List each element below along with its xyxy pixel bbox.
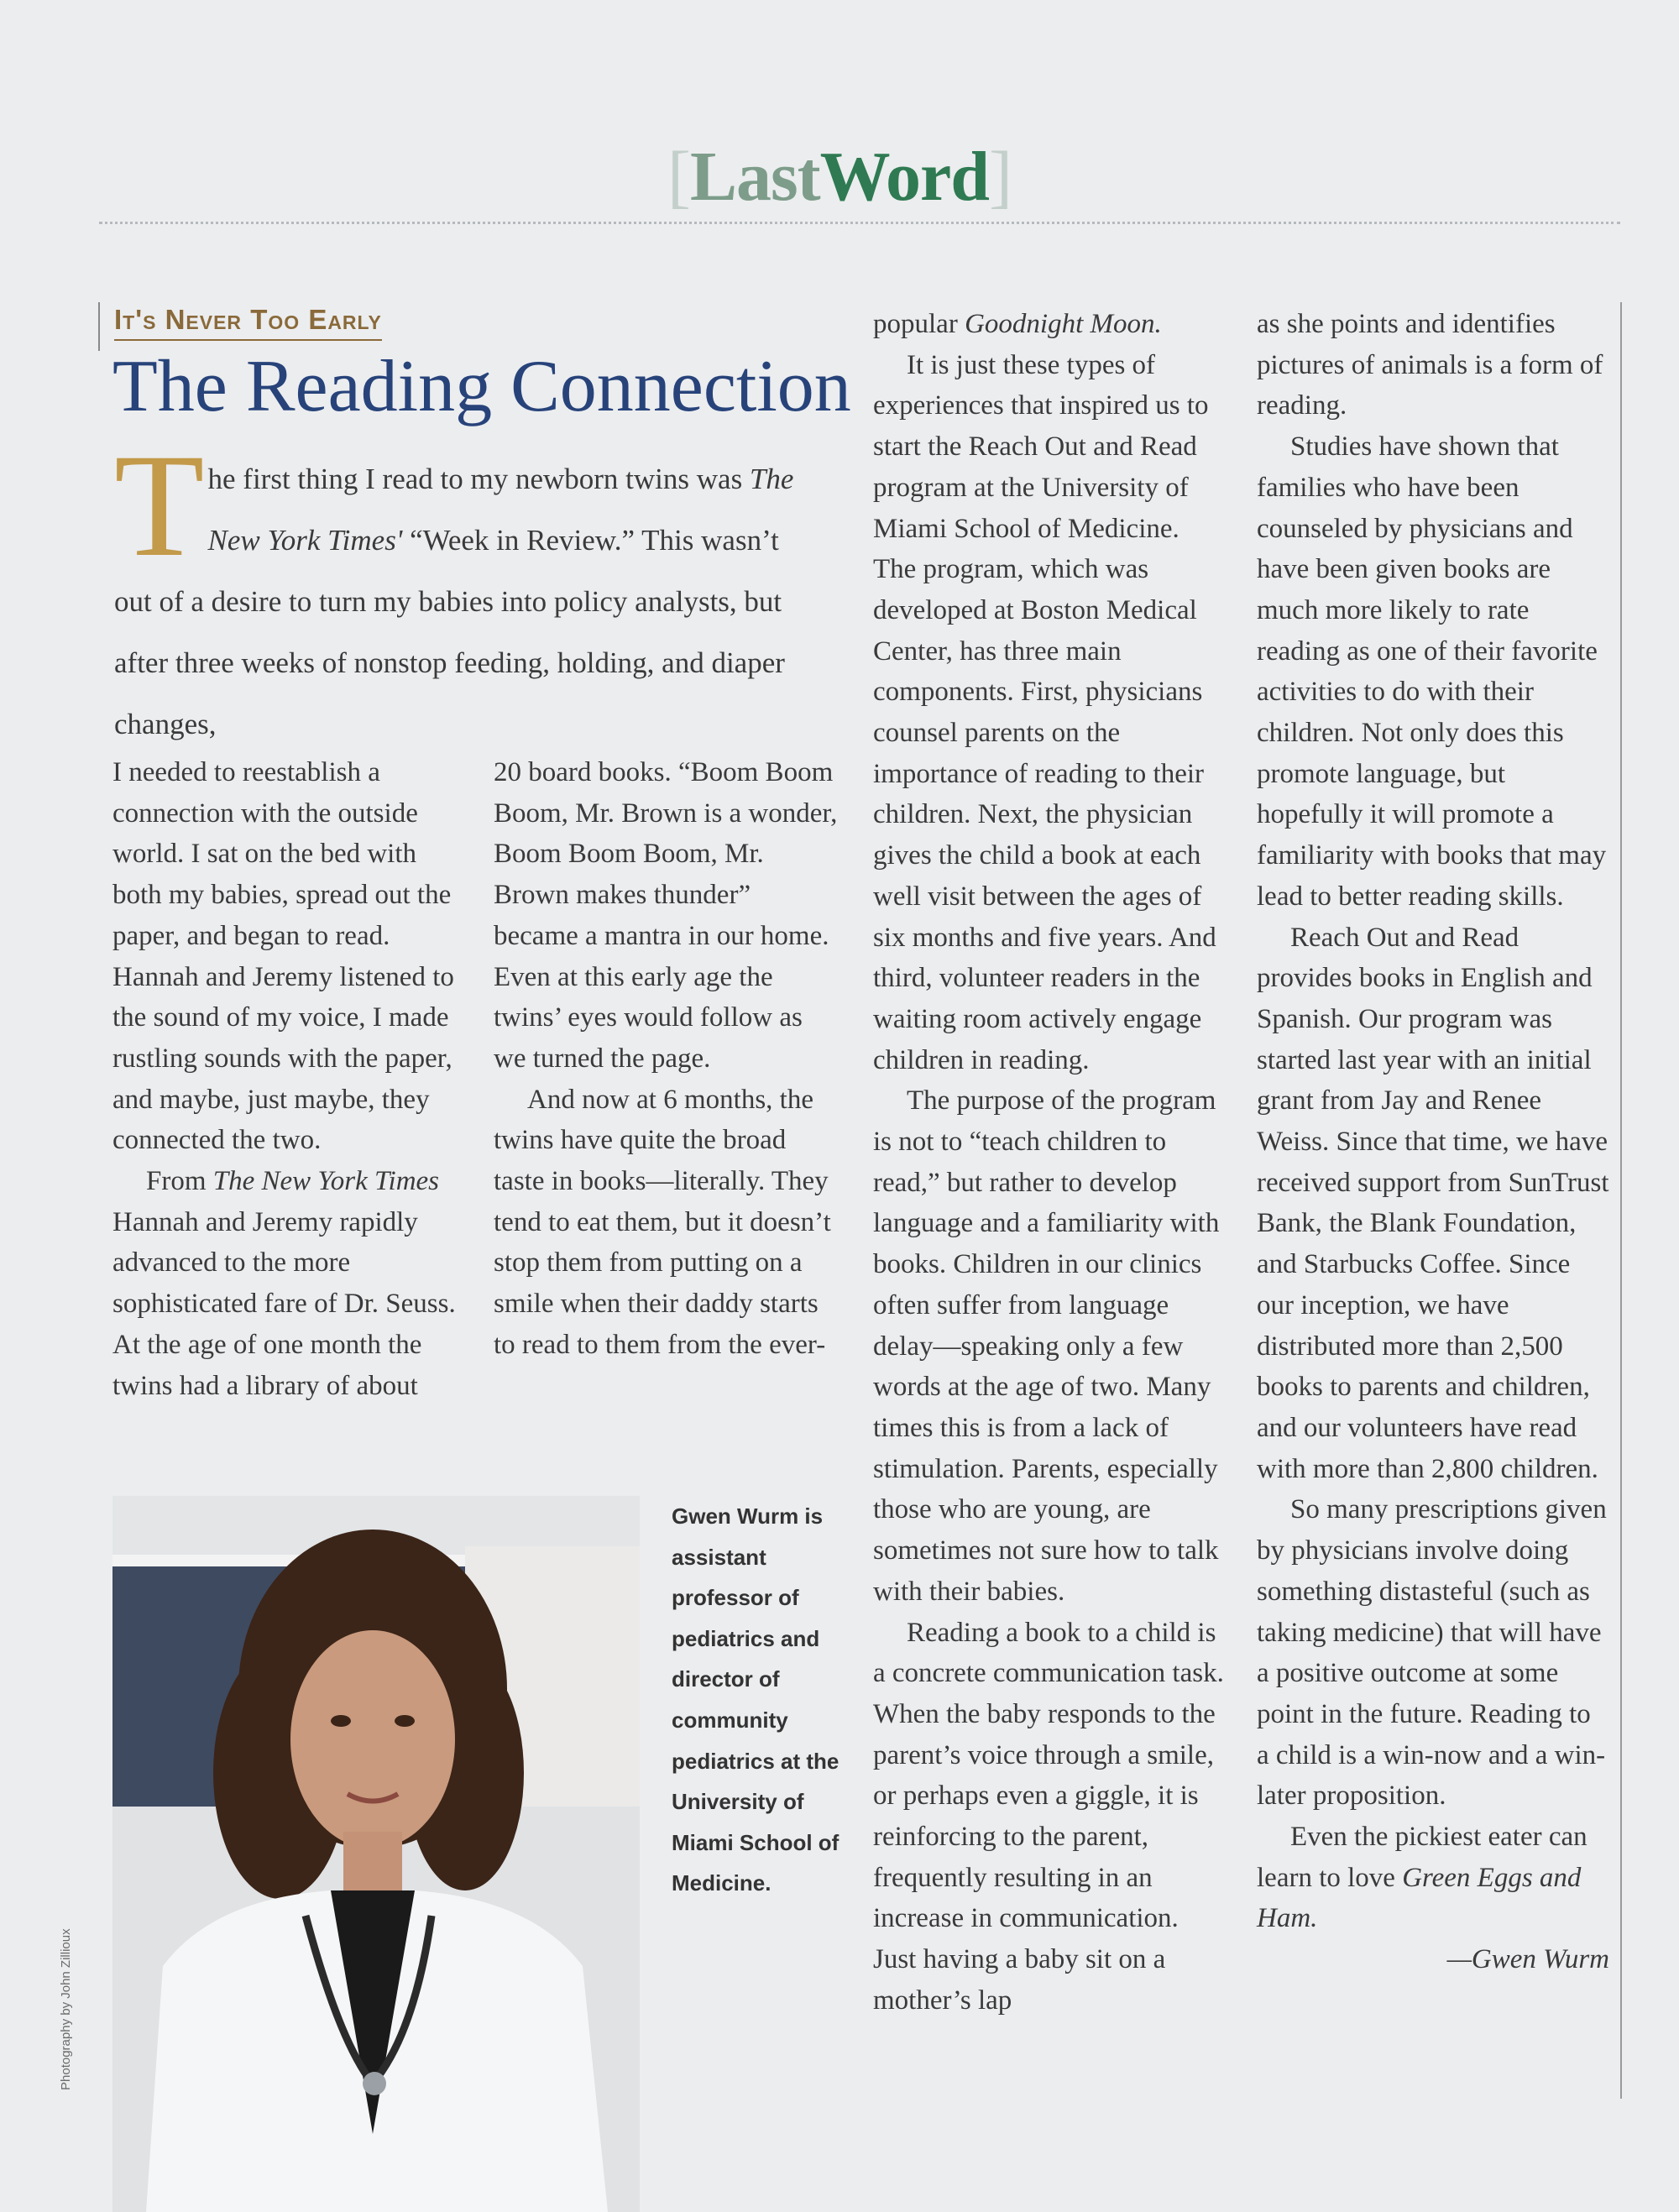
col1-paragraph-1: I needed to reestablish a connection with the outside world. I sat on the bed with both my babies, spread out the paper, and began to read. Hannah and Jeremy listened to the sound of my voice, I made rustling sounds with the paper, and maybe, just maybe, they connected the two. [112,757,454,1156]
author-portrait-illustration [112,1496,640,2212]
photo-credit: Photography by John Zillioux [59,1928,73,2090]
col4-paragraph-5 [1257,1817,1609,1939]
column-2 [494,752,838,1366]
header-divider [99,222,1620,224]
col4-paragraph-4: So many prescriptions given by physicians involve doing something distasteful (such as taking medicine) that will have a positive outcome at some point in the future. Reading to a child is a win-now and a win-later proposition. [1257,1494,1607,1812]
lead-italic: The New York Times' [207,463,794,557]
lead-text-1: he first thing I read to my newborn twins was [207,463,750,495]
col1-p2-pre: From [146,1166,213,1197]
lead-paragraph [114,424,807,755]
col1-p2-post: Hannah and Jeremy rapidly advanced to the more sophisticated fare of Dr. Seuss. At the age of one month the twins had a library of about [112,1206,456,1401]
column-3 [873,304,1226,2021]
col3-paragraph-4: Reading a book to a child is a concrete communication task. When the baby responds to the parent’s voice through a smile, or perhaps even a giggle, it is reinforcing to the parent, frequently resulting in an increase in communication. Just having a baby sit on a mother’s lap [873,1617,1224,2016]
photo-caption: Gwen Wurm is assistant professor of pediatrics and director of community pediatrics at the University of Miami School of Medicine. [672,1503,840,1896]
col1-paragraph-2 [112,1161,465,1406]
col2-paragraph-1: 20 board books. “Boom Boom Boom, Mr. Brown is a wonder, Boom Boom Boom, Mr. Brown makes thunder” became a mantra in our home. Even at this early age the twins’ eyes would follow as we turned the page. [494,757,838,1074]
lead-text-2: “Week in Review.” This wasn’t out of a desire to turn my babies into policy analysts, but after three weeks of nonstop feeding, holding, and diaper changes, [114,524,785,740]
column-rule-right [1620,302,1622,2099]
col4-paragraph-3: Reach Out and Read provides books in English and Spanish. Our program was started last year with an initial grant from Jay and Renee Weiss. Since that time, we have received support from SunTrust Bank, the Blank Foundation, and Starbucks Coffee. Since our inception, we have distributed more than 2,500 books to parents and children, and our volunteers have read with more than 2,800 children. [1257,922,1609,1484]
section-header-last-word [0,136,1679,217]
kicker-rule [98,302,100,351]
author-photo [112,1496,640,2212]
col4-p5-italic: Green Eggs and Ham. [1257,1862,1582,1934]
header-word: Word [819,138,990,216]
col2-paragraph-2: And now at 6 months, the twins have quite the broad taste in books—literally. They tend to eat them, but it doesn’t stop them from putting on a smile when their daddy starts to read to them from the ever- [494,1084,831,1360]
bracket-open: [ [667,138,690,216]
header-last: Last [689,138,820,216]
drop-cap: T [114,424,205,588]
author-signature: —Gwen Wurm [1446,1944,1609,1975]
column-1 [112,752,465,1406]
col3-paragraph-3: The purpose of the program is not to “teach children to read,” but rather to develop language and a familiarity with books. Children in our clinics often suffer from language delay—speaking only a few words at the age of two. Many times this is from a lack of stimulation. Parents, especially those who are young, are sometimes not sure how to talk with their babies. [873,1085,1220,1607]
col3-p1-italic: Goodnight Moon. [965,309,1162,339]
article-kicker: It's Never Too Early [114,304,382,341]
col4-p5-pre: Even the pickiest eater can learn to love [1257,1822,1587,1893]
article-title: The Reading Connection [112,346,851,427]
col3-paragraph-2: It is just these types of experiences that inspired us to start the Reach Out and Read program at the University of Miami School of Medicine. The program, which was developed at Boston Medical Center, has three main components. First, physicians counsel parents on the importance of reading to their children. Next, the physician gives the child a book at each well visit between the ages of six months and five years. And third, volunteer readers in the waiting room actively engage children in reading. [873,349,1216,1075]
col4-paragraph-1: as she points and identifies pictures of animals is a form of reading. [1257,309,1603,421]
column-4 [1257,304,1609,1980]
col3-paragraph-1 [873,304,1226,345]
col1-p2-italic: The New York Times [212,1166,440,1197]
col4-paragraph-2: Studies have shown that families who have been counseled by physicians and have been given books are much more likely to rate reading as one of their favorite activities to do with their children. Not only does this promote language, but hopefully it will promote a familiarity with books that may lead to better reading skills. [1257,431,1607,912]
bracket-close: ] [989,138,1012,216]
col3-p1-pre: popular [873,309,965,339]
